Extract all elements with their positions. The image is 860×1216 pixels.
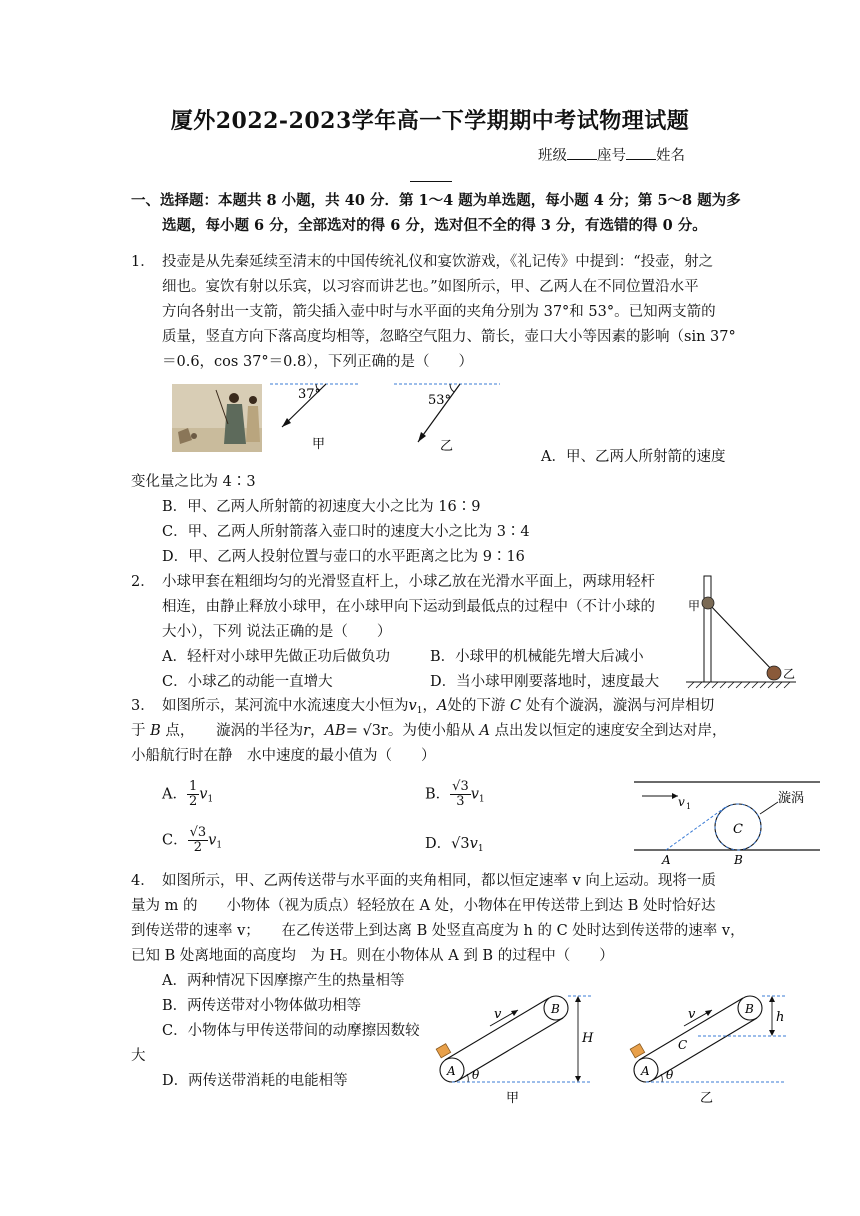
- q1-arrow-diagram: [270, 380, 505, 460]
- q4-line3: 到传送带的速率 v； 在乙传送带上到达离 B 处竖直高度为 h 的 C 处时达到传送带的速率 v，: [131, 923, 745, 939]
- q4-line4: 已知 B 处离地面的高度均 为 H。则在小物体从 A 到 B 的过程中（ ）: [131, 948, 614, 964]
- q3-fig-a: A: [662, 853, 671, 867]
- q3-option-d[interactable]: D．$√3v_1$: [425, 836, 484, 854]
- q4-conveyor-jia-diagram: [432, 990, 608, 1106]
- class-blank[interactable]: [567, 145, 597, 160]
- q2-line: 相连，由静止释放小球甲，在小球甲向下运动到最低点的过程中（不计小球的: [162, 599, 655, 615]
- q4-jia-b: B: [551, 1002, 560, 1016]
- q4-yi-v: v: [688, 1007, 696, 1022]
- q2-line: 小球甲套在粗细均匀的光滑竖直杆上，小球乙放在光滑水平面上，两球用轻杆: [162, 574, 655, 590]
- q3-fig-v-sub: 1: [686, 802, 692, 811]
- q4-option-c-part1[interactable]: C．小物体与甲传送带间的动摩擦因数较: [162, 1023, 420, 1039]
- q1-option-b[interactable]: B．甲、乙两人所射箭的初速度大小之比为 16∶9: [162, 499, 481, 515]
- q1-line: 投壶是从先秦延续至清末的中国传统礼仪和宴饮游戏，《礼记传》中提到：“投壶，射之: [162, 254, 714, 270]
- q2-line: 大小），下列 说法正确的是（ ）: [162, 624, 392, 640]
- q4-line2: 量为 m 的 小物体（视为质点）轻轻放在 A 处，小物体在甲传送带上到达 B 处时恰好达: [131, 898, 716, 914]
- section-heading-line2: 选题，每小题 6 分，全部选对的得 6 分，选对但不全的得 3 分，有选错的得 0 分。: [162, 217, 707, 234]
- q4-yi-c: C: [678, 1038, 688, 1052]
- q2-option-b[interactable]: B．小球甲的机械能先增大后减小: [430, 649, 644, 665]
- q3-number: 3．: [131, 698, 155, 714]
- q4-option-a[interactable]: A．两种情况下因摩擦产生的热量相等: [162, 973, 405, 989]
- q4-yi-theta: θ: [666, 1068, 674, 1082]
- q3-fig-v: v: [678, 795, 685, 809]
- page-title: 厦外2022-2023学年高一下学期期中考试物理试题: [170, 108, 690, 134]
- q1-option-a-part2[interactable]: 变化量之比为 4∶3: [131, 474, 256, 490]
- q4-yi-h-label: h: [776, 1010, 785, 1025]
- seat-blank[interactable]: [626, 145, 656, 160]
- q3-fig-vortex: 漩涡: [778, 791, 805, 806]
- q2-option-a[interactable]: A．轻杆对小球甲先做正功后做负功: [162, 649, 390, 665]
- q4-yi-a: A: [641, 1064, 650, 1078]
- seat-label: 座号: [597, 148, 626, 164]
- q1-angle-53: 53°: [428, 393, 452, 408]
- q4-option-d[interactable]: D．两传送带消耗的电能相等: [162, 1073, 348, 1089]
- q4-jia-v: v: [494, 1007, 502, 1022]
- q2-option-c[interactable]: C．小球乙的动能一直增大: [162, 674, 333, 690]
- q1-line: 细也。宴饮有射以乐宾，以习容而讲艺也。”如图所示，甲、乙两人在不同位置沿水平: [162, 279, 699, 295]
- q2-rod-diagram: [682, 574, 798, 690]
- q3-option-b[interactable]: B． $\frac{√3}{3}$ $v_1$: [425, 779, 485, 809]
- q4-yi-b: B: [745, 1002, 754, 1016]
- q4-jia-theta: θ: [472, 1068, 480, 1082]
- q4-option-c-part2[interactable]: 大: [131, 1048, 146, 1064]
- q3-river-diagram: [630, 776, 826, 868]
- q2-number: 2．: [131, 574, 155, 590]
- q1-label-yi: 乙: [440, 439, 454, 454]
- q1-line: 质量，竖直方向下落高度均相等，忽略空气阻力、箭长，壶口大小等因素的影响（sin 37°: [162, 329, 736, 345]
- q3-fig-c: C: [733, 822, 743, 837]
- q4-jia-label: 甲: [506, 1091, 520, 1106]
- q3-line2: 于 B 点， 漩涡的半径为r，AB= √3r。为使小船从 A 点出发以恒定的速度安全到达对岸，: [131, 723, 727, 739]
- q1-angle-37: 37°: [298, 387, 322, 402]
- q4-jia-a: A: [447, 1064, 456, 1078]
- q3-line3: 小船航行时在静 水中速度的最小值为（ ）: [131, 748, 436, 764]
- q1-line: 方向各射出一支箭，箭尖插入壶中时与水平面的夹角分别为 37°和 53°。已知两支箭的: [162, 304, 716, 320]
- q4-line1: 如图所示，甲、乙两传送带与水平面的夹角相同，都以恒定速率 v 向上运动。现将一质: [162, 873, 716, 889]
- q3-line1: 如图所示，某河流中水流速度大小恒为$v_1$，A处的下游 C 处有个漩涡，漩涡与河岸相切: [162, 698, 715, 716]
- q2-label-jia: 甲: [688, 599, 701, 613]
- name-blank[interactable]: [410, 181, 452, 182]
- q1-label-jia: 甲: [312, 437, 326, 452]
- q4-yi-label: 乙: [700, 1091, 714, 1106]
- class-label: 班级: [538, 148, 567, 164]
- q1-option-c[interactable]: C．甲、乙两人所射箭落入壶口时的速度大小之比为 3∶4: [162, 524, 530, 540]
- q1-option-d[interactable]: D．甲、乙两人投射位置与壶口的水平距离之比为 9∶16: [162, 549, 525, 565]
- section-heading-line1: 一、选择题：本题共 8 小题，共 40 分．第 1～4 题为单选题，每小题 4 分；第 5～8 题为多: [131, 192, 741, 209]
- q1-line: ＝0.6，cos 37°＝0.8），下列正确的是（ ）: [162, 354, 473, 370]
- name-label: 姓名: [656, 148, 685, 164]
- q4-jia-h-label: H: [582, 1031, 594, 1046]
- q1-number: 1．: [131, 254, 155, 270]
- q4-number: 4．: [131, 873, 155, 889]
- q1-painting-image: [172, 384, 262, 452]
- q4-conveyor-yi-diagram: [626, 990, 802, 1106]
- student-info-line: [538, 144, 685, 169]
- q2-label-yi: 乙: [783, 667, 796, 681]
- q3-option-c[interactable]: C． $\frac{√3}{2}$ $v_1$: [162, 825, 223, 855]
- q3-option-a[interactable]: A． $\frac{1}{2}$ $v_1$: [162, 779, 214, 809]
- q1-option-a-part1[interactable]: A．甲、乙两人所射箭的速度: [541, 449, 726, 465]
- q4-option-b[interactable]: B．两传送带对小物体做功相等: [162, 998, 362, 1014]
- q2-option-d[interactable]: D．当小球甲刚要落地时，速度最大: [430, 674, 660, 690]
- q3-fig-b: B: [734, 853, 743, 867]
